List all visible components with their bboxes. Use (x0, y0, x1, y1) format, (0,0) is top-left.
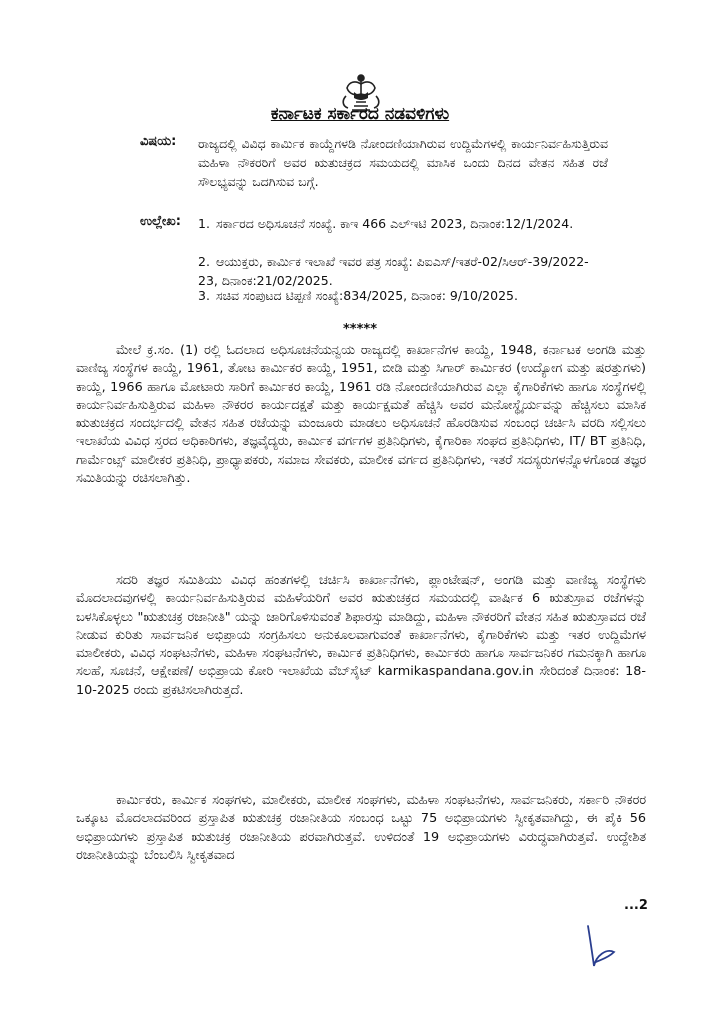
subject-label: ವಿಷಯ: (140, 134, 177, 149)
reference-number: 1. (198, 216, 210, 231)
reference-item-1 (198, 214, 608, 233)
reference-text: ಸರ್ಕಾರದ ಅಧಿಸೂಚನೆ ಸಂಖ್ಯೆ. ಕಾಇ 466 ಎಲ್‌ಇಟಿ 2023, ದಿನಾಂಕ:12/1/2024. (216, 216, 574, 231)
body-paragraph-3: ಕಾರ್ಮಿಕರು, ಕಾರ್ಮಿಕ ಸಂಘಗಳು, ಮಾಲೀಕರು, ಮಾಲೀಕ ಸಂಘಗಳು, ಮಹಿಳಾ ಸಂಘಟನೆಗಳು, ಸಾರ್ವಜನಿಕರು, ಸರ್ಕಾರಿ ನೌಕರರ ಒಕ್ಕೂಟ ಮೊದಲಾದವರಿಂದ ಪ್ರಸ್ತಾಪಿತ ಋತುಚಕ್ರ ರಜಾನೀತಿಯ ಸಂಬಂಧ ಒಟ್ಟು 75 ಅಭಿಪ್ರಾಯಗಳು ಸ್ವೀಕೃತವಾಗಿದ್ದು, ಈ ಪೈಕಿ 56 ಅಭಿಪ್ರಾಯಗಳು ಪ್ರಸ್ತಾಪಿತ ಋತುಚಕ್ರ ರಜಾನೀತಿಯ ಪರವಾಗಿರುತ್ತವೆ. ಉಳಿದಂತೆ 19 ಅಭಿಪ್ರಾಯಗಳು ವಿರುದ್ಧವಾಗಿರುತ್ತವೆ. ಉದ್ದೇಶಿತ ರಜಾನೀತಿಯನ್ನು ಬೆಂಬಲಿಸಿ ಸ್ವೀಕೃತವಾದ (76, 793, 646, 863)
reference-item-2 (198, 252, 608, 290)
reference-item-3 (198, 286, 608, 305)
reference-label: ಉಲ್ಲೇಖ: (140, 214, 181, 229)
reference-number: 2. (198, 254, 210, 269)
signature-icon (580, 922, 624, 972)
reference-text: ಆಯುಕ್ತರು, ಕಾರ್ಮಿಕ ಇಲಾಖೆ ಇವರ ಪತ್ರ ಸಂಖ್ಯೆ: ಪಿಐಎಸ್/ಇತರೆ-02/ಸಿಆರ್-39/2022-23, ದಿನಾಂಕ:21/02/2025. (198, 254, 589, 288)
body-paragraph-1: ಮೇಲೆ ಕ್ರ.ಸಂ. (1) ರಲ್ಲಿ ಓದಲಾದ ಅಧಿಸೂಚನೆಯನ್ವಯ ರಾಜ್ಯದಲ್ಲಿ ಕಾರ್ಖಾನೆಗಳ ಕಾಯ್ದೆ, 1948, ಕರ್ನಾಟಕ ಅಂಗಡಿ ಮತ್ತು ವಾಣಿಜ್ಯ ಸಂಸ್ಥೆಗಳ ಕಾಯ್ದೆ, 1961, ತೋಟ ಕಾರ್ಮಿಕರ ಕಾಯ್ದೆ, 1951, ಬೀಡಿ ಮತ್ತು ಸಿಗಾರ್ ಕಾರ್ಮಿಕರ (ಉದ್ಯೋಗ ಮತ್ತು ಷರತ್ತುಗಳು) ಕಾಯ್ದೆ, 1966 ಹಾಗೂ ಮೋಟಾರು ಸಾರಿಗೆ ಕಾರ್ಮಿಕರ ಕಾಯ್ದೆ, 1961 ರಡಿ ನೋಂದಣಿಯಾಗಿರುವ ಎಲ್ಲಾ ಕೈಗಾರಿಕೆಗಳು ಹಾಗೂ ಸಂಸ್ಥೆಗಳಲ್ಲಿ ಕಾರ್ಯನಿರ್ವಹಿಸುತ್ತಿರುವ ಮಹಿಳಾ ನೌಕರರ ಕಾರ್ಯದಕ್ಷತೆ ಮತ್ತು ಕಾರ್ಯಕ್ಷಮತೆ ಹೆಚ್ಚಿಸಿ ಅವರ ಮನೋಸ್ಥೈರ್ಯವನ್ನು ಹೆಚ್ಚಿಸಲು ಮಾಸಿಕ ಋತುಚಕ್ರದ ಸಂದರ್ಭದಲ್ಲಿ ವೇತನ ಸಹಿತ ರಜೆಯನ್ನು ಮಂಜೂರು ಮಾಡಲು ಅಧಿಸೂಚನೆ ಹೊರಡಿಸುವ ಸಂಬಂಧ ಚರ್ಚಿಸಿ ವರದಿ ಸಲ್ಲಿಸಲು ಇಲಾಖೆಯ ವಿವಿಧ ಸ್ತರದ ಅಧಿಕಾರಿಗಳು, ತಜ್ಞವೈದ್ಯರು, ಕಾರ್ಮಿಕ ವರ್ಗಗಳ ಪ್ರತಿನಿಧಿಗಳು, ಕೈಗಾರಿಕಾ ಸಂಘದ ಪ್ರತಿನಿಧಿಗಳು, IT/ BT ಪ್ರತಿನಿಧಿ, ಗಾರ್ಮೆಂಟ್ಸ್ ಮಾಲೀಕರ ಪ್ರತಿನಿಧಿ, ಪ್ರಾಧ್ಯಾಪಕರು, ಸಮಾಜ ಸೇವಕರು, ಮಾಲೀಕ ವರ್ಗದ ಪ್ರತಿನಿಧಿಗಳು, ಇತರೆ ಸದಸ್ಯರುಗಳನ್ನೊಳಗೊಂಡ ತಜ್ಞರ ಸಮಿತಿಯನ್ನು ರಚಿಸಲಾಗಿತ್ತು. (76, 343, 646, 487)
section-separator: ***** (343, 322, 377, 337)
reference-number: 3. (198, 288, 210, 303)
subject-text: ರಾಜ್ಯದಲ್ಲಿ ವಿವಿಧ ಕಾರ್ಮಿಕ ಕಾಯ್ದೆಗಳಡಿ ನೋಂದಣಿಯಾಗಿರುವ ಉದ್ದಿಮೆಗಳಲ್ಲಿ ಕಾರ್ಯನಿರ್ವಹಿಸುತ್ತಿರುವ ಮಹಿಳಾ ನೌಕರರಿಗೆ ಅವರ ಋತುಚಕ್ರದ ಸಮಯದಲ್ಲಿ ಮಾಸಿಕ ಒಂದು ದಿನದ ವೇತನ ಸಹಿತ ರಜೆ ಸೌಲಭ್ಯವನ್ನು ಒದಗಿಸುವ ಬಗ್ಗೆ. (198, 136, 608, 189)
page-title: ಕರ್ನಾಟಕ ಸರ್ಕಾರದ ನಡವಳಿಗಳು (270, 104, 450, 124)
page-continuation: ...2 (624, 898, 648, 913)
reference-text: ಸಚಿವ ಸಂಪುಟದ ಟಿಪ್ಪಣಿ ಸಂಖ್ಯೆ:834/2025, ದಿನಾಂಕ: 9/10/2025. (216, 288, 518, 303)
body-paragraph-2: ಸದರಿ ತಜ್ಞರ ಸಮಿತಿಯು ವಿವಿಧ ಹಂತಗಳಲ್ಲಿ ಚರ್ಚಿಸಿ ಕಾರ್ಖಾನೆಗಳು, ಪ್ಲಾಂಟೇಷನ್, ಅಂಗಡಿ ಮತ್ತು ವಾಣಿಜ್ಯ ಸಂಸ್ಥೆಗಳು ಮೊದಲಾದವುಗಳಲ್ಲಿ ಕಾರ್ಯನಿರ್ವಹಿಸುತ್ತಿರುವ ಮಹಿಳೆಯರಿಗೆ ಅವರ ಋತುಚಕ್ರದ ಸಮಯದಲ್ಲಿ ವಾರ್ಷಿಕ 6 ಋತುಸ್ರಾವ ರಜೆಗಳನ್ನು ಬಳಸಿಕೊಳ್ಳಲು "ಋತುಚಕ್ರ ರಜಾನೀತಿ" ಯನ್ನು ಜಾರಿಗೊಳಿಸುವಂತೆ ಶಿಫಾರಸ್ಸು ಮಾಡಿದ್ದು, ಮಹಿಳಾ ನೌಕರರಿಗೆ ವೇತನ ಸಹಿತ ಋತುಸ್ರಾವದ ರಜೆ ನೀಡುವ ಕುರಿತು ಸಾರ್ವಜನಿಕ ಅಭಿಪ್ರಾಯ ಸಂಗ್ರಹಿಸಲು ಅನುಕೂಲವಾಗುವಂತೆ ಕಾರ್ಖಾನೆಗಳು, ಕೈಗಾರಿಕೆಗಳು ಮತ್ತು ಇತರ ಉದ್ದಿಮೆಗಳ ಮಾಲೀಕರು, ವಿವಿಧ ಸಂಘಟನೆಗಳು, ಮಹಿಳಾ ಸಂಘಟನೆಗಳು, ಕಾರ್ಮಿಕ ಪ್ರತಿನಿಧಿಗಳು, ಕಾರ್ಮಿಕರು ಹಾಗೂ ಸಾರ್ವಜನಿಕರ ಗಮನಕ್ಕಾಗಿ ಹಾಗೂ ಸಲಹೆ, ಸೂಚನೆ, ಆಕ್ಷೇಪಣೆ/ ಅಭಿಪ್ರಾಯ ಕೋರಿ ಇಲಾಖೆಯ ವೆಬ್‌ಸೈಟ್ karmikaspandana.gov.in ಸೇರಿದಂತೆ ದಿನಾಂಕ: 18-10-2025 ರಂದು ಪ್ರಕಟಿಸಲಾಗಿರುತ್ತದೆ. (76, 573, 646, 698)
